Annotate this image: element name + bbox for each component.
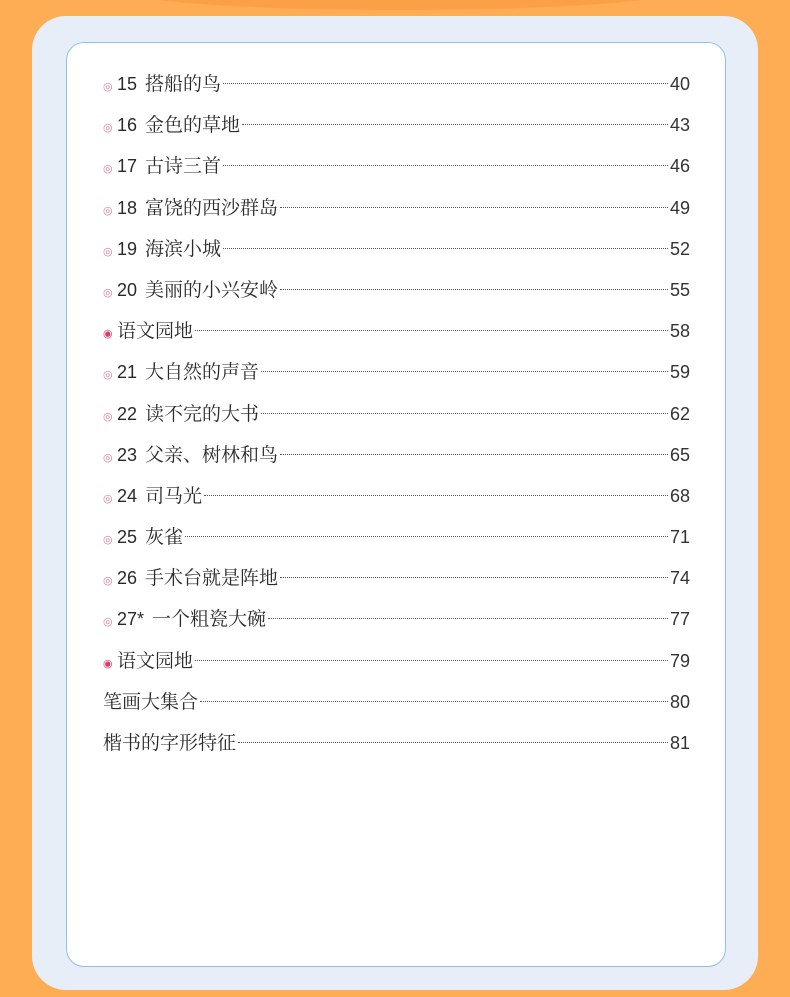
entry-title: 古诗三首	[145, 155, 222, 178]
entry-title: 灰雀	[145, 526, 184, 549]
page-number: 59	[669, 362, 690, 383]
lesson-number: 21	[117, 362, 138, 383]
lesson-number: 16	[117, 115, 138, 136]
toc-entry[interactable]	[103, 641, 690, 682]
toc-entry[interactable]	[103, 723, 690, 764]
entry-title: 语文园地	[117, 649, 194, 672]
entry-title: 一个粗瓷大碗	[152, 608, 267, 631]
page-number: 55	[669, 279, 690, 300]
dot-leader	[238, 742, 668, 743]
double-circle-marker-icon: ◎	[103, 450, 113, 464]
double-circle-marker-icon: ◎	[103, 615, 113, 629]
dot-leader	[280, 454, 668, 455]
toc-entry[interactable]	[103, 270, 690, 311]
lesson-number: 19	[117, 238, 138, 259]
dot-leader	[261, 413, 668, 414]
page-number: 79	[669, 650, 690, 671]
double-circle-marker-icon: ◎	[103, 162, 113, 176]
double-circle-marker-icon: ◎	[103, 244, 113, 258]
dot-leader	[223, 248, 668, 249]
entry-title: 大自然的声音	[145, 361, 260, 384]
dot-leader	[268, 618, 668, 619]
page-number: 71	[669, 527, 690, 548]
dot-leader	[261, 371, 668, 372]
page-number: 77	[669, 609, 690, 630]
double-circle-marker-icon: ◎	[103, 285, 113, 299]
filled-circle-marker-icon: ◉	[103, 656, 113, 670]
page-number: 81	[669, 733, 690, 753]
dot-leader	[195, 660, 668, 661]
toc-entry[interactable]	[103, 476, 690, 517]
entry-title: 司马光	[145, 484, 203, 507]
dot-leader	[280, 289, 668, 290]
entry-title: 父亲、树林和鸟	[145, 443, 279, 466]
table-of-contents	[103, 64, 690, 764]
double-circle-marker-icon: ◎	[103, 80, 113, 93]
page-number: 62	[669, 403, 690, 424]
entry-title: 读不完的大书	[145, 402, 260, 425]
entry-title: 笔画大集合	[103, 690, 199, 713]
entry-title: 搭船的鸟	[145, 73, 222, 95]
dot-leader	[242, 124, 668, 125]
toc-entry[interactable]	[103, 352, 690, 393]
lesson-number: 22	[117, 403, 138, 424]
toc-entry[interactable]	[103, 682, 690, 723]
dot-leader	[223, 83, 668, 84]
lesson-number: 25	[117, 527, 138, 548]
double-circle-marker-icon: ◎	[103, 368, 113, 382]
dot-leader	[200, 701, 668, 702]
double-circle-marker-icon: ◎	[103, 574, 113, 588]
double-circle-marker-icon: ◎	[103, 491, 113, 505]
lesson-number: 20	[117, 279, 138, 300]
toc-entry[interactable]	[103, 558, 690, 599]
entry-title: 海滨小城	[145, 237, 222, 260]
toc-entry[interactable]	[103, 435, 690, 476]
dot-leader	[223, 165, 668, 166]
page-number: 80	[669, 691, 690, 712]
page-number: 68	[669, 485, 690, 506]
entry-title: 美丽的小兴安岭	[145, 278, 279, 301]
dot-leader	[195, 330, 668, 331]
lesson-number: 17	[117, 156, 138, 177]
page-number: 65	[669, 444, 690, 465]
dot-leader	[280, 577, 668, 578]
lesson-number: 26	[117, 568, 138, 589]
page-number: 49	[669, 197, 690, 218]
lesson-number: 23	[117, 444, 138, 465]
entry-title: 金色的草地	[145, 114, 241, 137]
entry-title: 手术台就是阵地	[145, 567, 279, 590]
double-circle-marker-icon: ◎	[103, 203, 113, 217]
page-number: 52	[669, 238, 690, 259]
page-number: 43	[669, 115, 690, 136]
top-glow	[120, 0, 680, 10]
entry-title: 楷书的字形特征	[103, 732, 237, 754]
lesson-number: 24	[117, 485, 138, 506]
double-circle-marker-icon: ◎	[103, 409, 113, 423]
page-number: 46	[669, 156, 690, 177]
toc-entry[interactable]	[103, 599, 690, 640]
toc-entry[interactable]	[103, 64, 690, 105]
toc-entry[interactable]	[103, 146, 690, 187]
toc-entry[interactable]	[103, 394, 690, 435]
toc-entry[interactable]	[103, 105, 690, 146]
page-number: 40	[669, 74, 690, 94]
double-circle-marker-icon: ◎	[103, 533, 113, 547]
filled-circle-marker-icon: ◉	[103, 327, 113, 341]
page-number: 58	[669, 321, 690, 342]
toc-entry[interactable]	[103, 188, 690, 229]
dot-leader	[185, 536, 668, 537]
lesson-number: 18	[117, 197, 138, 218]
entry-title: 语文园地	[117, 320, 194, 343]
dot-leader	[204, 495, 668, 496]
page-number: 74	[669, 568, 690, 589]
lesson-number: 15	[117, 74, 138, 94]
toc-entry[interactable]	[103, 311, 690, 352]
double-circle-marker-icon: ◎	[103, 121, 113, 135]
lesson-number: 27*	[117, 609, 145, 630]
entry-title: 富饶的西沙群岛	[145, 196, 279, 219]
toc-entry[interactable]	[103, 517, 690, 558]
dot-leader	[280, 207, 668, 208]
toc-entry[interactable]	[103, 229, 690, 270]
